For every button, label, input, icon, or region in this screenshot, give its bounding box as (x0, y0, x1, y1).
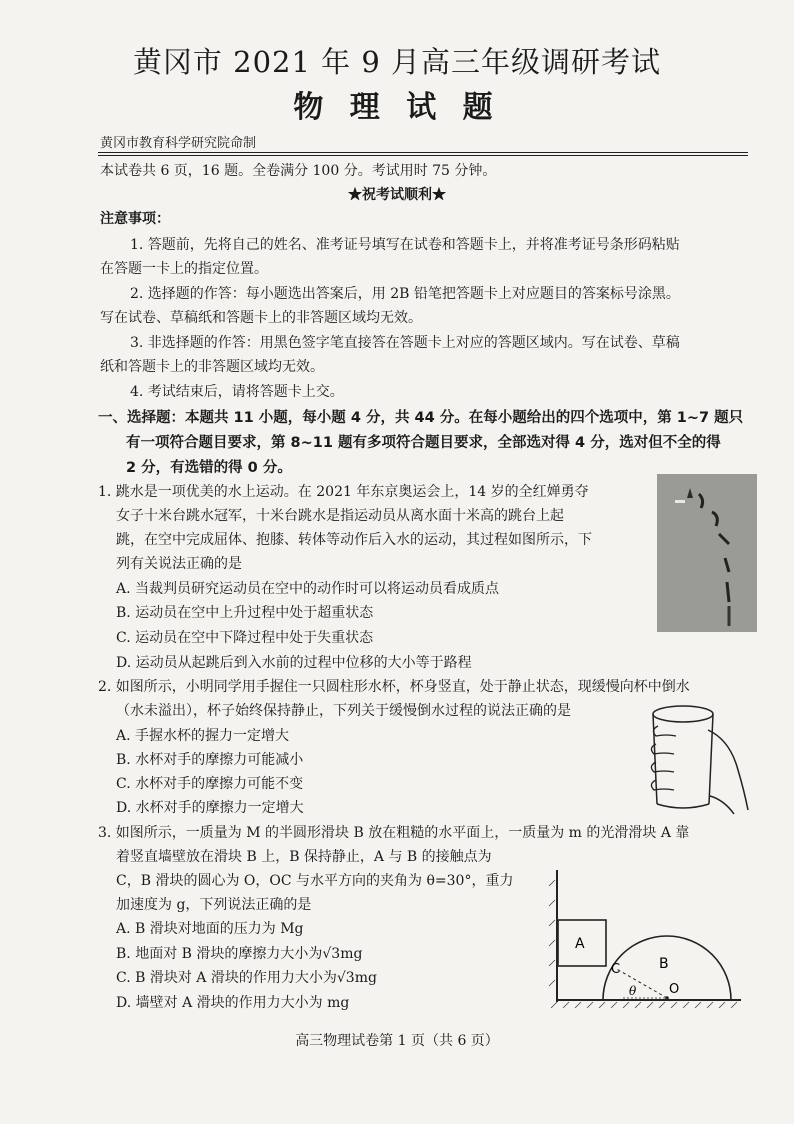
question-2-text: （水未溢出），杯子始终保持静止，下列关于缓慢倒水过程的说法正确的是 (116, 703, 571, 719)
question-2-option-b: B. 水杯对手的摩擦力可能减小 (116, 752, 304, 768)
section-heading: 一、选择题：本题共 11 小题，每小题 4 分，共 44 分。在每小题给出的四个选项中，第 1~7 题只 (98, 410, 744, 426)
question-2-option-a: A. 手握水杯的握力一定增大 (116, 728, 290, 744)
question-2-option-c: C. 水杯对手的摩擦力可能不变 (116, 776, 304, 792)
label-b: B (659, 956, 669, 972)
notice-line: 纸和答题卡上的非答题区域均无效。 (100, 359, 324, 375)
notice-line: 1. 答题前，先将自己的姓名、准考证号填写在试卷和答题卡上，并将准考证号条形码粘贴 (130, 237, 680, 253)
label-theta: θ (629, 984, 637, 998)
exam-title: 黄冈市 2021 年 9 月高三年级调研考试 (132, 45, 662, 79)
section-line: 有一项符合题目要求，第 8~11 题有多项符合题目要求，全部选对得 4 分，选对但不全的得 (126, 435, 721, 451)
notice-line: 2. 选择题的作答：每小题选出答案后，用 2B 铅笔把答题卡上对应题目的答案标号涂黑。 (130, 286, 680, 302)
header-rule (98, 152, 748, 153)
header-rule-thin (98, 155, 748, 156)
question-2-text: 2. 如图所示，小明同学用手握住一只圆柱形水杯，杯身竖直，处于静止状态，现缓慢向杯中倒水 (98, 679, 690, 695)
question-1-text: 女子十米台跳水冠军，十米台跳水是指运动员从离水面十米高的跳台上起 (116, 508, 564, 524)
question-1-text: 跳，在空中完成屈体、抱膝、转体等动作后入水的运动，其过程如图所示，下 (116, 532, 592, 548)
question-1-option-a: A. 当裁判员研究运动员在空中的动作时可以将运动员看成质点 (116, 581, 500, 597)
question-2-option-d: D. 水杯对手的摩擦力一定增大 (116, 800, 304, 816)
hand-cup-figure (638, 700, 750, 818)
question-3-option-b: B. 地面对 B 滑块的摩擦力大小为√3mg (116, 946, 363, 962)
issuer-line: 黄冈市教育科学研究院命制 (100, 136, 257, 151)
question-3-text: 加速度为 g，下列说法正确的是 (116, 897, 312, 913)
diver-sequence-figure (657, 474, 757, 632)
question-3-text: 3. 如图所示，一质量为 M 的半圆形滑块 B 放在粗糙的水平面上，一质量为 m 的光滑滑块 A 靠 (98, 825, 690, 841)
section-line: 2 分，有选错的得 0 分。 (126, 460, 292, 476)
notice-line: 在答题一卡上的指定位置。 (100, 261, 268, 277)
diving-photo (657, 474, 757, 632)
question-1-option-c: C. 运动员在空中下降过程中处于失重状态 (116, 630, 374, 646)
block-hemisphere-figure (545, 870, 745, 1010)
page-footer: 高三物理试卷第 1 页（共 6 页） (295, 1033, 499, 1049)
label-c: C (611, 962, 621, 977)
label-a: A (575, 936, 585, 952)
notice-line: 3. 非选择题的作答：用黑色签字笔直接答在答题卡上对应的答题区域内。写在试卷、草稿 (130, 335, 680, 351)
notice-line: 4. 考试结束后，请将答题卡上交。 (130, 384, 344, 400)
notice-line: 写在试卷、草稿纸和答题卡上的非答题区域均无效。 (100, 310, 422, 326)
question-3-option-c: C. B 滑块对 A 滑块的作用力大小为√3mg (116, 970, 377, 986)
question-1-option-b: B. 运动员在空中上升过程中处于超重状态 (116, 605, 374, 621)
question-3-text: 着竖直墙壁放在滑块 B 上，B 保持静止，A 与 B 的接触点为 (116, 849, 492, 865)
notice-heading: 注意事项： (100, 211, 170, 227)
wish-line: ★祝考试顺利★ (348, 187, 446, 203)
question-3-option-d: D. 墙壁对 A 滑块的作用力大小为 mg (116, 995, 350, 1011)
question-1-text: 1. 跳水是一项优美的水上运动。在 2021 年东京奥运会上，14 岁的全红婵勇夺 (98, 484, 589, 500)
exam-info: 本试卷共 6 页，16 题。全卷满分 100 分。考试用时 75 分钟。 (100, 163, 497, 179)
question-1-option-d: D. 运动员从起跳后到入水前的过程中位移的大小等于路程 (116, 655, 472, 671)
exam-subtitle: 物 理 试 题 (293, 90, 501, 125)
question-1-text: 列有关说法正确的是 (116, 556, 242, 572)
question-3-option-a: A. B 滑块对地面的压力为 Mg (116, 921, 304, 937)
question-3-text: C，B 滑块的圆心为 O，OC 与水平方向的夹角为 θ=30°，重力 (116, 873, 514, 889)
label-o: O (669, 982, 680, 997)
